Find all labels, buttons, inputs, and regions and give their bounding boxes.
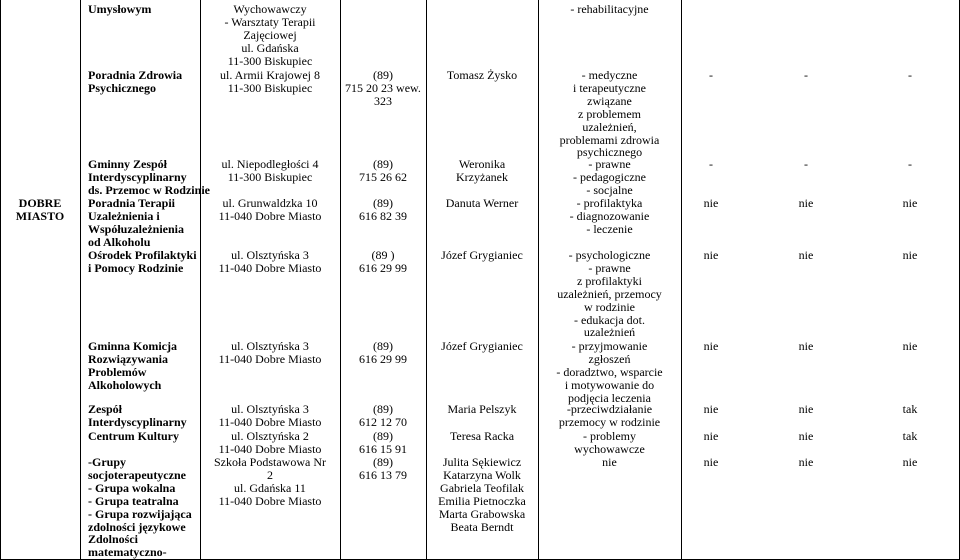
flag-2: nie [798,196,814,210]
institution-phone: (89) 616 82 39 [359,196,407,223]
contact-person: Weronika Krzyżanek [456,157,508,184]
border-col1 [80,0,81,560]
flag-1: nie [703,248,719,262]
flag-1: - [709,157,713,171]
institution-services: - przyjmowanie zgłoszeń - doradztwo, wsparcie i motywowanie do podjęcia leczenia [556,339,663,405]
contact-person: Julita Sękiewicz Katarzyna Wolk Gabriela Teofilak Emilia Pietnoczka Marta Grabowska Beata Berndt [438,455,526,534]
flag-2: - [804,157,808,171]
institution-name: Ośrodek Profilaktyki i Pomocy Rodzinie [88,248,197,275]
flag-2: nie [798,402,814,416]
contact-person: Teresa Racka [449,429,515,443]
institution-phone: (89 ) 616 29 99 [359,248,407,275]
flag-3: nie [902,455,918,469]
institution-phone: (89) 612 12 70 [359,402,407,429]
institution-address: Szkoła Podstawowa Nr 2 ul. Gdańska 11 11-040 Dobre Miasto [214,455,326,508]
contact-person: Maria Pelszyk [447,402,517,416]
flag-2: nie [798,248,814,262]
institution-name: Gminny Zespół Interdyscyplinarny ds. Przemoc w Rodzinie [88,157,210,197]
institution-address: ul. Olsztyńska 3 11-040 Dobre Miasto [218,339,322,366]
flag-3: nie [902,196,918,210]
institution-name: Centrum Kultury [88,429,179,443]
flag-1: nie [703,402,719,416]
institution-services: - medyczne i terapeutyczne związane z problemem uzależnień, problemami zdrowia psychicznego [559,68,660,160]
institution-address: ul. Olsztyńska 2 11-040 Dobre Miasto [218,429,322,456]
flag-1: nie [703,196,719,210]
flag-1: nie [703,455,719,469]
institution-services: - prawne - pedagogiczne - socjalne [573,157,646,197]
flag-2: - [804,68,808,82]
institution-address: ul. Niepodległości 4 11-300 Biskupiec [221,157,319,184]
flag-2: nie [798,455,814,469]
flag-3: tak [902,402,918,416]
institution-name: Poradnia Zdrowia Psychicznego [88,68,183,95]
dobre-miasto-label: DOBRE MIASTO [15,196,65,223]
flag-2: nie [798,339,814,353]
institution-phone: (89) 616 13 79 [359,455,407,482]
institution-services: - rehabilitacyjne [570,2,649,16]
flag-3: tak [902,429,918,443]
institution-name: Umysłowym [88,2,152,16]
institution-address: ul. Armii Krajowej 8 11-300 Biskupiec [220,68,320,95]
institution-phone: (89) 715 20 23 wew. 323 [345,68,421,108]
institution-phone: (89) 616 15 91 [359,429,407,456]
institution-services: -przeciwdziałanie przemocy w rodzinie [558,402,661,429]
institution-address: ul. Olsztyńska 3 11-040 Dobre Miasto [218,402,322,429]
flag-2: nie [798,429,814,443]
institution-name: Zespół Interdyscyplinarny [88,402,187,429]
flag-3: nie [902,339,918,353]
institution-address: ul. Olsztyńska 3 11-040 Dobre Miasto [218,248,322,275]
institution-services: - psychologiczne - prawne z profilaktyki uzależnień, przemocy w rodzinie - edukacja dot. uzależnień [557,248,662,340]
institution-address: ul. Grunwaldzka 10 11-040 Dobre Miasto [218,196,322,223]
contact-person: Danuta Werner [445,196,519,210]
flag-3: nie [902,248,918,262]
flag-1: - [709,68,713,82]
flag-1: nie [703,339,719,353]
institution-phone: (89) 616 29 99 [359,339,407,366]
institution-name: -Grupy socjoterapeutyczne - Grupa wokalna - Grupa teatralna - Grupa rozwijająca zdolności językowe Zdolności matematyczno- [88,455,192,560]
border-left [0,0,1,560]
institution-phone: (89) 715 26 62 [359,157,407,184]
institution-name: Poradnia Terapii Uzależnienia i Współuzależnienia od Alkoholu [88,196,185,249]
contact-person: Tomasz Żysko [446,68,518,82]
institution-address: Wychowawczy - Warsztaty Terapii Zajęciowej ul. Gdańska 11-300 Biskupiec [224,2,316,68]
institution-services: nie [602,455,617,469]
contact-person: Józef Grygianiec [441,248,523,262]
institution-services: - profilaktyka - diagnozowanie - leczenie [569,196,650,236]
contact-person: Józef Grygianiec [441,339,523,353]
flag-3: - [908,68,912,82]
border-col6 [681,0,682,560]
flag-1: nie [703,429,719,443]
flag-3: - [908,157,912,171]
institution-services: - problemy wychowawcze [574,429,645,456]
institution-name: Gminna Komicja Rozwiązywania Problemów Alkoholowych [88,339,177,392]
